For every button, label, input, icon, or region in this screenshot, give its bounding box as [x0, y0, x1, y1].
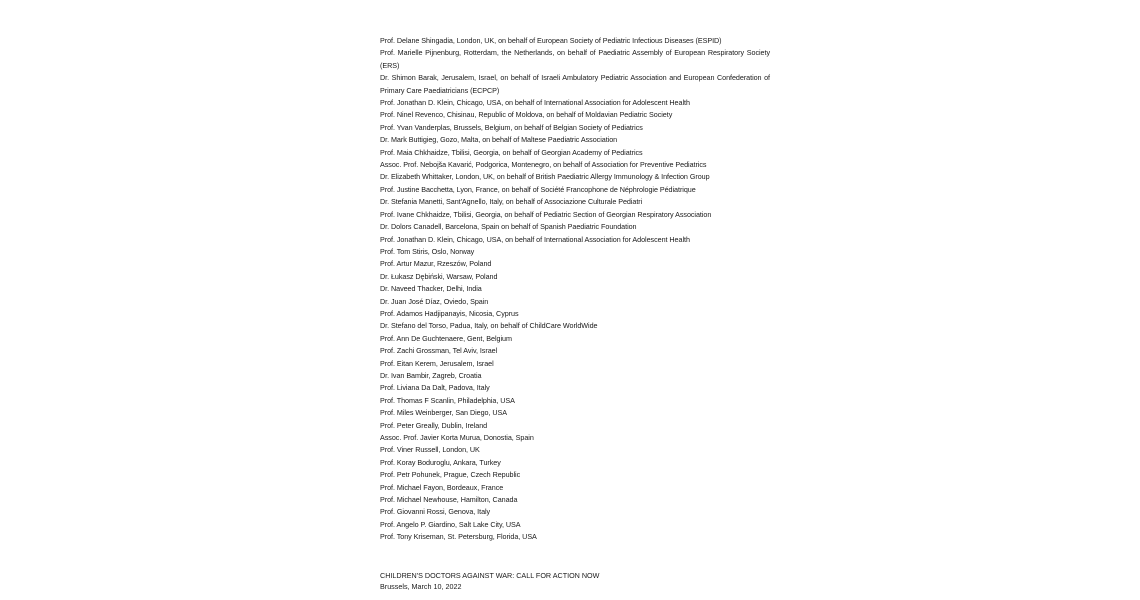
- signatory-item: Prof. Liviana Da Dalt, Padova, Italy: [380, 383, 490, 393]
- signatory-item: Dr. Dolors Canadell, Barcelona, Spain on behalf of Spanish Paediatric Foundation: [380, 222, 637, 232]
- signatory-item: Prof. Viner Russell, London, UK: [380, 445, 480, 455]
- signatory-item: Dr. Mark Buttigieg, Gozo, Malta, on behalf of Maltese Paediatric Association: [380, 135, 618, 145]
- signatory-item: Assoc. Prof. Nebojša Kavarić, Podgorica, Montenegro, on behalf of Association for Preventive Pediatrics: [380, 160, 707, 170]
- signatory-item: Prof. Thomas F Scanlin, Philadelphia, USA: [380, 395, 515, 405]
- signatory-item: Prof. Tony Kriseman, St. Petersburg, Florida, USA: [380, 532, 537, 542]
- signatory-item: Prof. Justine Bacchetta, Lyon, France, on behalf of Société Francophone de Néphrologie Pédiatrique: [380, 184, 696, 194]
- signatory-item: Prof. Michael Fayon, Bordeaux, France: [380, 482, 504, 492]
- signatory-item: Dr. Ivan Bambir, Zagreb, Croatia: [380, 370, 482, 380]
- signatory-item: Prof. Tom Stiris, Oslo, Norway: [380, 246, 475, 256]
- signatory-item: Prof. Ivane Chkhaidze, Tbilisi, Georgia, on behalf of Pediatric Section of Georgian Respiratory Association: [380, 209, 712, 219]
- signatory-item: Prof. Peter Greally, Dublin, Ireland: [380, 420, 488, 430]
- signatory-item: Prof. Jonathan D. Klein, Chicago, USA, on behalf of International Association for Adolescent Health: [380, 234, 690, 244]
- signatory-item: Prof. Zachi Grossman, Tel Aviv, Israel: [380, 346, 498, 356]
- signatory-item: Prof. Delane Shingadia, London, UK, on behalf of European Society of Pediatric Infectious Diseases (ESPID): [380, 36, 722, 45]
- signatory-item: Dr. Łukasz Dębiński, Warsaw, Poland: [380, 271, 498, 281]
- signatory-item: Prof. Maia Chkhaidze, Tbilisi, Georgia, on behalf of Georgian Academy of Pediatrics: [380, 147, 643, 157]
- signatory-item: Prof. Koray Boduroglu, Ankara, Turkey: [380, 457, 501, 467]
- document-footer: [380, 570, 770, 592]
- signatory-item: Dr. Stefano del Torso, Padua, Italy, on behalf of ChildCare WorldWide: [380, 321, 598, 331]
- signatory-item: Prof. Adamos Hadjipanayis, Nicosia, Cyprus: [380, 308, 519, 318]
- signatory-item: Prof. Ann De Guchtenaere, Gent, Belgium: [380, 333, 512, 343]
- signatory-item: Dr. Shimon Barak, Jerusalem, Israel, on behalf of Israeli Ambulatory Pediatric Association and European Confederation of Primary Care Paediatricians (ECPCP): [380, 73, 770, 95]
- signatory-item: Prof. Marielle Pijnenburg, Rotterdam, the Netherlands, on behalf of Paediatric Assembly of European Respiratory Society (ERS): [380, 48, 770, 70]
- signatory-item: Prof. Miles Weinberger, San Diego, USA: [380, 408, 508, 418]
- signatory-item: Prof. Petr Pohunek, Prague, Czech Republic: [380, 470, 521, 480]
- footer-title: CHILDREN'S DOCTORS AGAINST WAR: CALL FOR ACTION NOW: [380, 571, 600, 580]
- footer-place-date: Brussels, March 10, 2022: [380, 582, 462, 591]
- signatory-item: Prof. Giovanni Rossi, Genova, Italy: [380, 507, 491, 517]
- signatory-item: Prof. Angelo P. Giardino, Salt Lake City, USA: [380, 519, 521, 529]
- signatory-item: Dr. Naveed Thacker, Delhi, India: [380, 284, 482, 294]
- signatory-item: Prof. Artur Mazur, Rzeszów, Poland: [380, 259, 492, 269]
- signatory-item: Prof. Michael Newhouse, Hamilton, Canada: [380, 495, 518, 505]
- signatory-item: Dr. Elizabeth Whittaker, London, UK, on behalf of British Paediatric Allergy Immunology & Infection Group: [380, 172, 710, 182]
- signatory-item: Prof. Yvan Vanderplas, Brussels, Belgium, on behalf of Belgian Society of Pediatrics: [380, 122, 643, 132]
- signatory-item: Prof. Eitan Kerem, Jerusalem, Israel: [380, 358, 494, 368]
- signatory-item: Prof. Ninel Revenco, Chisinau, Republic of Moldova, on behalf of Moldavian Pediatric Society: [380, 110, 673, 120]
- signatory-item: Assoc. Prof. Javier Korta Murua, Donostia, Spain: [380, 433, 534, 442]
- document-page: [380, 35, 770, 544]
- signatory-item: Prof. Jonathan D. Klein, Chicago, USA, on behalf of International Association for Adolescent Health: [380, 98, 690, 108]
- signatory-item: Dr. Stefania Manetti, Sant'Agnello, Italy, on behalf of Associazione Culturale Pediatri: [380, 197, 643, 207]
- signatory-list: [380, 35, 770, 544]
- signatory-item: Dr. Juan José Díaz, Oviedo, Spain: [380, 296, 489, 306]
